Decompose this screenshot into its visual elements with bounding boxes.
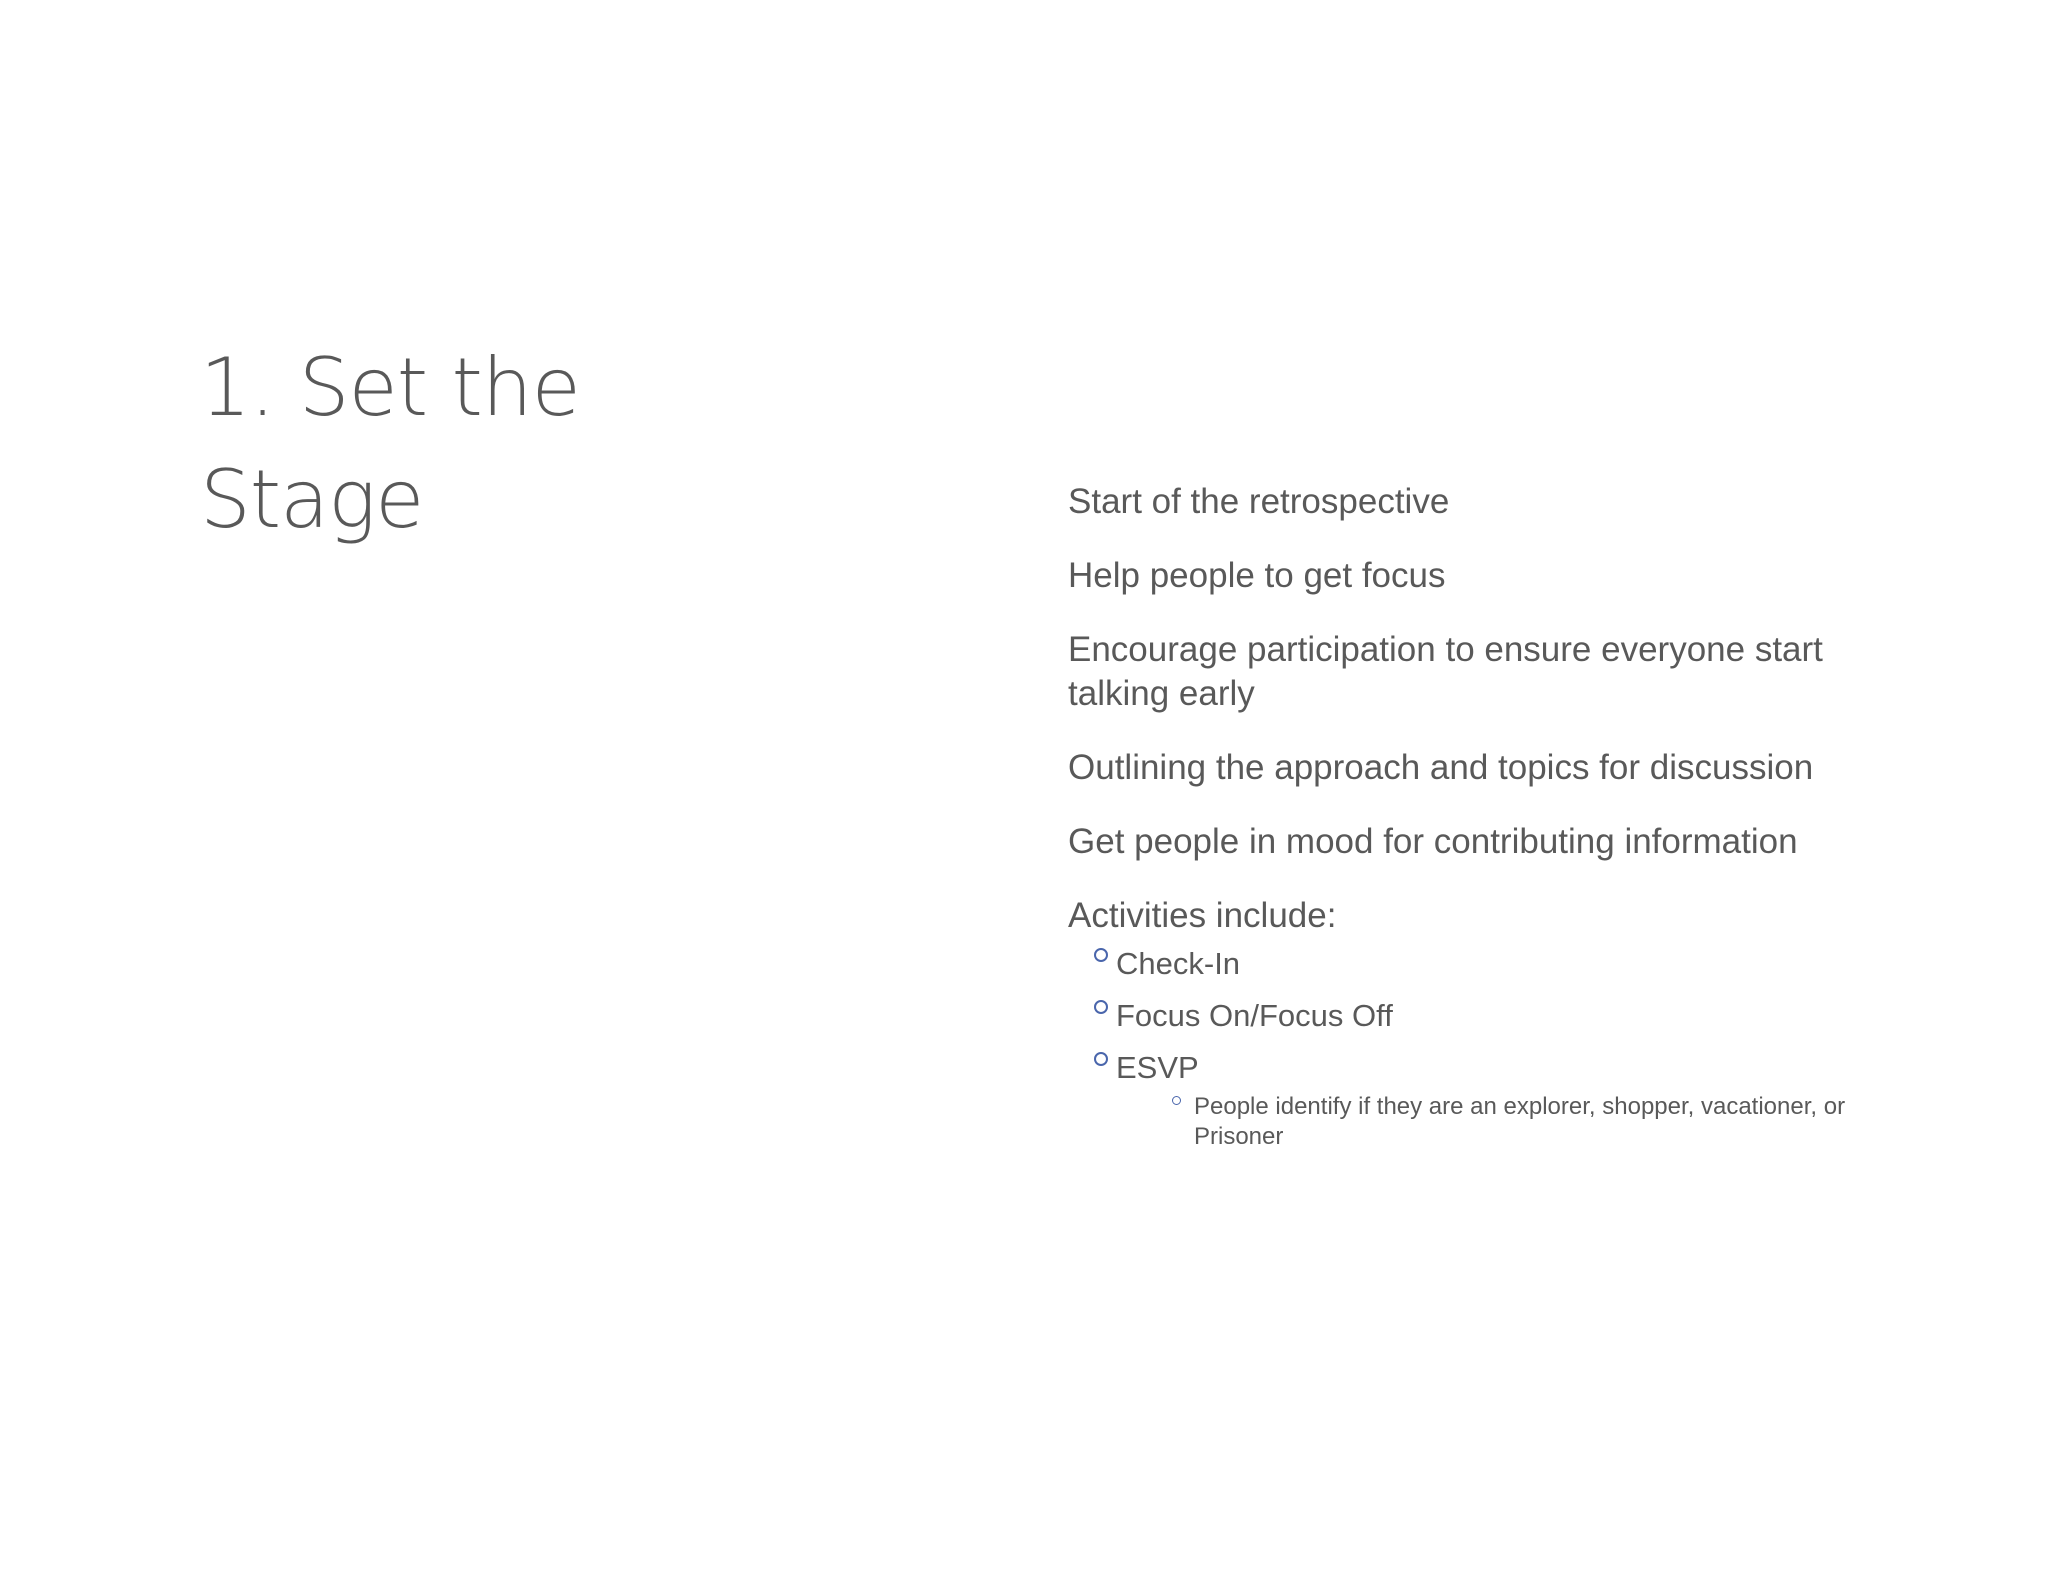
activity-item bbox=[1068, 1048, 1888, 1152]
circle-bullet-icon bbox=[1094, 1052, 1108, 1066]
bullet-item: Help people to get focus bbox=[1068, 556, 1446, 595]
circle-bullet-icon bbox=[1094, 948, 1108, 962]
bullet-item: Outlining the approach and topics for discussion bbox=[1068, 748, 1814, 787]
slide-title: 1. Set the Stage bbox=[200, 341, 580, 546]
activity-item bbox=[1068, 944, 1888, 984]
esvp-detail bbox=[1116, 1092, 1888, 1152]
bullet-list bbox=[1068, 480, 1888, 1164]
activity-label: ESVP bbox=[1116, 1050, 1199, 1085]
activities-list bbox=[1068, 944, 1888, 1152]
bullet-item: Get people in mood for contributing information bbox=[1068, 822, 1798, 861]
bullet-item: Encourage participation to ensure everyone start talking early bbox=[1068, 630, 1823, 713]
activity-label: Focus On/Focus Off bbox=[1116, 998, 1393, 1033]
activity-item bbox=[1068, 996, 1888, 1036]
circle-bullet-icon bbox=[1172, 1096, 1181, 1105]
activity-label: Check-In bbox=[1116, 946, 1241, 981]
esvp-detail-text: People identify if they are an explorer, shopper, vacationer, or Prisoner bbox=[1194, 1093, 1846, 1150]
bullet-item: Start of the retrospective bbox=[1068, 482, 1450, 521]
bullet-item-activities: Activities include: bbox=[1068, 896, 1337, 935]
circle-bullet-icon bbox=[1094, 1000, 1108, 1014]
activities-container bbox=[1068, 944, 1888, 1152]
